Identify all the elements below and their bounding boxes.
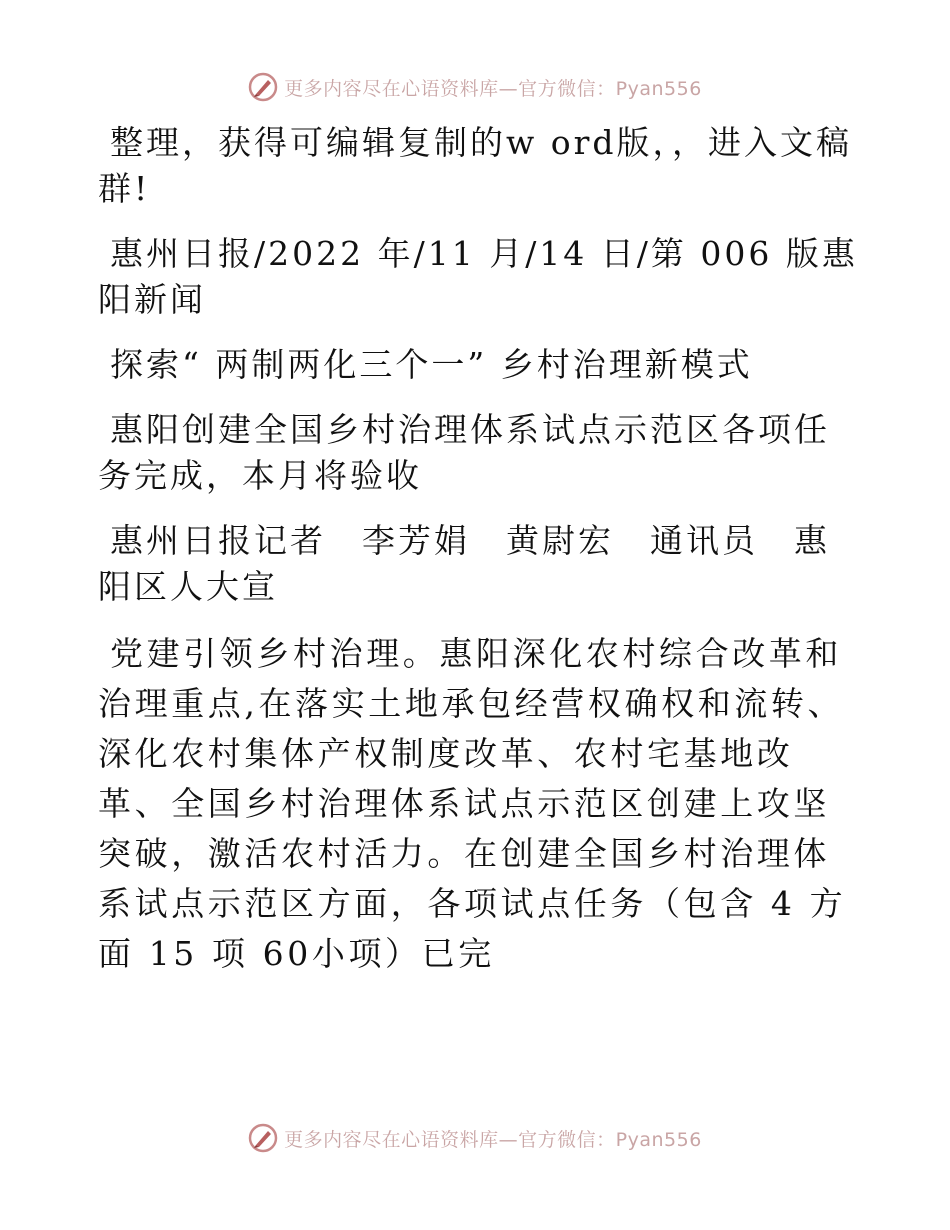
intro-note: 整理，获得可编辑复制的w ord版，，进入文稿群! — [98, 123, 853, 208]
source-line: 惠州日报/2022 年/11 月/14 日/第 006 版惠阳新闻 — [98, 234, 858, 319]
pen-logo-icon — [248, 72, 278, 102]
body-paragraph: 党建引领乡村治理。惠阳深化农村综合改革和治理重点,在落实土地承包经营权确权和流转、深化农村集体产权制度改革、农村宅基地改革、全国乡村治理体系试点示范区创建上攻坚突破，激活农村活力。在创建全国乡村治理体系试点示范区方面，各项试点任务（包含 4 方面 15 项 60小项）已完 — [98, 634, 847, 973]
article-subtitle: 惠阳创建全国乡村治理体系试点示范区各项任务完成，本月将验收 — [98, 410, 830, 495]
footer-watermark — [0, 1123, 950, 1153]
pen-logo-icon — [248, 1123, 278, 1153]
header-watermark — [0, 72, 950, 102]
watermark-text: 更多内容尽在心语资料库—官方微信：Pyan556 — [284, 1128, 702, 1151]
document-body — [98, 120, 858, 998]
watermark-text: 更多内容尽在心语资料库—官方微信：Pyan556 — [284, 77, 702, 100]
article-title: 探索“ 两制两化三个一” 乡村治理新模式 — [110, 345, 753, 384]
byline: 惠州日报记者 李芳娟 黄尉宏 通讯员 惠阳区人大宣 — [98, 521, 830, 606]
